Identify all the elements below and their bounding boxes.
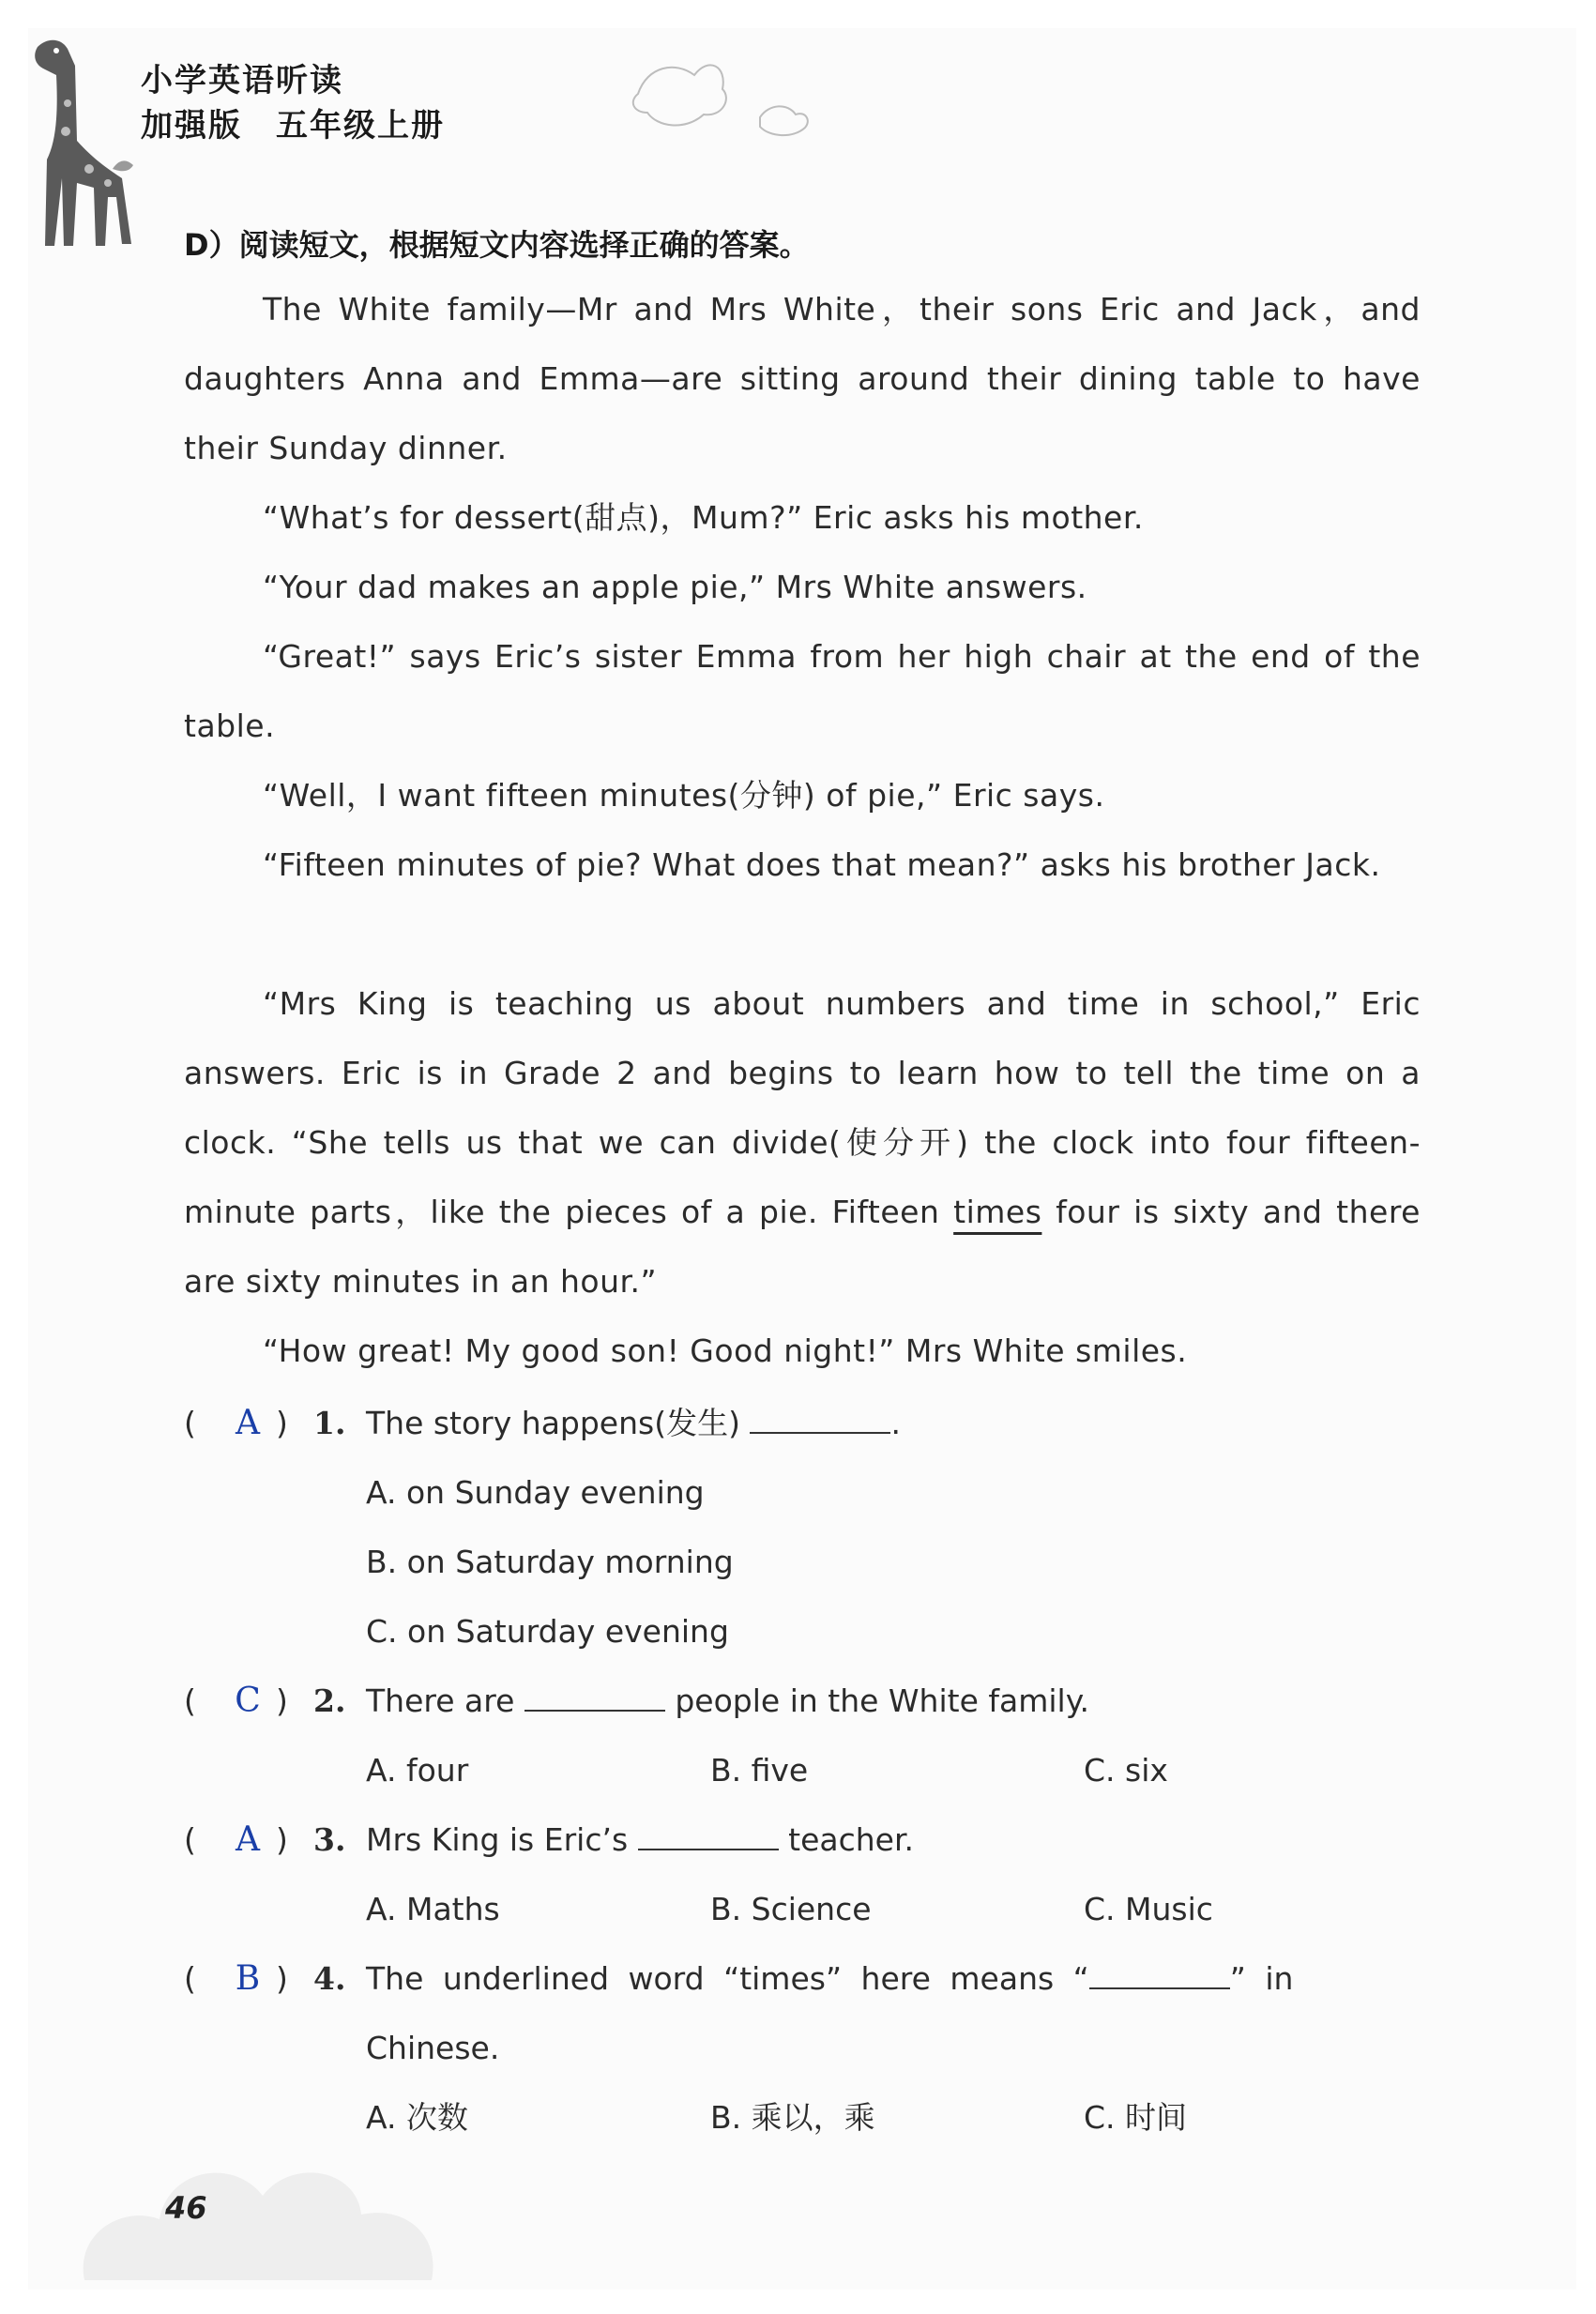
question-stem: There are <box>366 1682 524 1719</box>
answer-mark: B <box>235 1959 261 1998</box>
passage-paragraph-5: “Well，I want fifteen minutes(分钟) of pie,” Eric says. <box>263 777 1105 814</box>
book-title <box>141 58 445 148</box>
giraffe-icon <box>19 28 160 253</box>
underlined-word: times <box>953 1194 1042 1230</box>
question-number: 4. <box>313 1960 346 1997</box>
question-stem: The story happens(发生) <box>366 1405 751 1441</box>
question-number: 3. <box>313 1821 346 1858</box>
passage-paragraph-1: The White family—Mr and Mrs White，their sons Eric and Jack，and daughters Anna and Emma—are sitting around their dining table to have their Sunday dinner. <box>184 291 1421 466</box>
answer-mark: C <box>235 1682 261 1720</box>
page-number: 46 <box>165 2190 207 2226</box>
passage-paragraph-6: “Fifteen minutes of pie? What does that mean?” asks his brother Jack. <box>263 846 1381 883</box>
passage-paragraph-3: “Your dad makes an apple pie,” Mrs White answers. <box>263 569 1087 605</box>
option-1c: C. on Saturday evening <box>366 1613 729 1650</box>
answer-blank <box>638 1820 779 1850</box>
option-2a: A. four <box>366 1752 469 1789</box>
question-4-continuation: Chinese. <box>366 2030 500 2066</box>
question-text <box>366 1395 1422 1452</box>
answer-blank <box>524 1682 665 1712</box>
option-1b: B. on Saturday morning <box>366 1544 734 1580</box>
answer-blank <box>1089 1959 1230 1989</box>
answer-mark: A <box>236 1404 260 1442</box>
birds-icon <box>619 38 844 160</box>
section-title: D）阅读短文，根据短文内容选择正确的答案。 <box>184 227 810 263</box>
option-4a: A. 次数 <box>366 2099 468 2136</box>
question-stem: Mrs King is Eric’s <box>366 1821 638 1858</box>
question-number: 2. <box>313 1682 346 1719</box>
passage-text: four is sixty and there are sixty minutes in an hour.” <box>184 1194 1421 1300</box>
answer-blank <box>750 1404 890 1434</box>
answer-mark: A <box>236 1820 260 1859</box>
passage-paragraph-4: “Great!” says Eric’s sister Emma from her high chair at the end of the table. <box>184 638 1421 744</box>
book-volume: 加强版 五年级上册 <box>141 107 445 145</box>
paren-close: ) <box>276 1821 288 1858</box>
book-series: 小学英语听读 <box>141 62 343 99</box>
paren-open: ( <box>184 1821 196 1858</box>
option-2b: B. five <box>710 1752 809 1789</box>
question-text <box>366 1812 1422 1868</box>
option-4b: B. 乘以，乘 <box>710 2099 875 2136</box>
paren-open: ( <box>184 1682 196 1719</box>
passage-text: “Mrs King is teaching us about numbers and time in school,” Eric answers. Eric is in Grade 2 and begins to learn how to tell the time on a clock. “She tells us that we can divide(使分开) the clock into four fifteen-minute parts，like the pieces of a pie. Fifteen <box>184 985 1421 1230</box>
option-3b: B. Science <box>710 1891 872 1927</box>
paren-close: ) <box>276 1960 288 1997</box>
question-3 <box>184 1812 1422 1868</box>
question-2 <box>184 1673 1422 1729</box>
question-stem-end: . <box>890 1405 901 1441</box>
option-2c: C. six <box>1084 1752 1168 1789</box>
option-3c: C. Music <box>1084 1891 1213 1927</box>
passage-paragraph-8: “How great! My good son! Good night!” Mrs White smiles. <box>263 1332 1188 1369</box>
option-3a: A. Maths <box>366 1891 500 1927</box>
option-4c: C. 时间 <box>1084 2099 1188 2136</box>
question-4 <box>184 1951 1422 2007</box>
question-stem: The underlined word “times” here means “ <box>366 1960 1089 1997</box>
paren-close: ) <box>276 1682 288 1719</box>
question-number: 1. <box>313 1405 346 1441</box>
question-text <box>366 1951 1422 2007</box>
question-stem-end: teacher. <box>778 1821 914 1858</box>
question-stem-end: ” in <box>1229 1960 1294 1997</box>
paren-open: ( <box>184 1960 196 1997</box>
cloud-icon <box>66 2093 554 2308</box>
passage-paragraph-2: “What’s for dessert(甜点)，Mum?” Eric asks his mother. <box>263 499 1144 536</box>
paren-open: ( <box>184 1405 196 1441</box>
passage-paragraph-7 <box>184 969 1421 1317</box>
question-text <box>366 1673 1422 1729</box>
option-1a: A. on Sunday evening <box>366 1474 705 1511</box>
question-1 <box>184 1395 1422 1452</box>
paren-close: ) <box>276 1405 288 1441</box>
question-stem-end: people in the White family. <box>664 1682 1090 1719</box>
